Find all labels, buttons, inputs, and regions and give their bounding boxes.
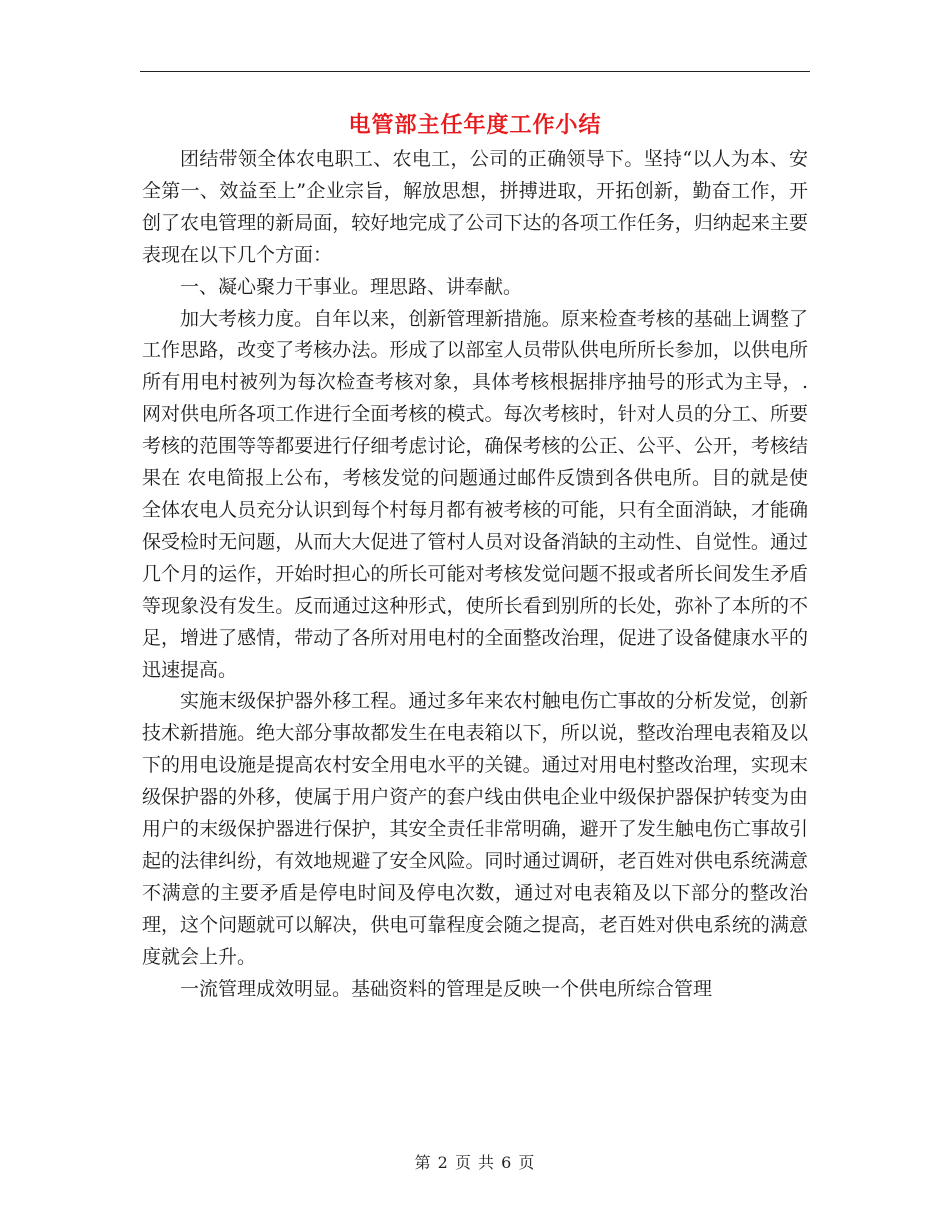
paragraph-section-heading: 一、凝心聚力干事业。理思路、讲奉献。	[180, 275, 523, 298]
header-rule	[140, 71, 810, 72]
document-title: 电管部主任年度工作小结	[348, 113, 602, 138]
paragraph-assessment: 加大考核力度。自年以来，创新管理新措施。原来检查考核的基础上调整了工作思路，改变了考核办法。形成了以部室人员带队供电所所长参加，以供电所所有用电村被列为每次检查考核对象，具体考核根据排序抽号的形式为主导，.网对供电所各项工作进行全面考核的模式。每次考核时，针对人员的分工、所要考核的范围等等都要进行仔细考虑讨论，确保考核的公正、公平、公开，考核结果在 农电简报上公布，考核发觉的问题通过邮件反馈到各供电所。目的就是使全体农电人员充分认识到每个村每月都有被考核的可能，只有全面消缺，才能确保受检时无问题，从而大大促进了管村人员对设备消缺的主动性、自觉性。通过几个月的运作，开始时担心的所长可能对考核发觉问题不报或者所长间发生矛盾等现象没有发生。反而通过这种形式，使所长看到别所的长处，弥补了本所的不足，增进了感情，带动了各所对用电村的全面整改治理，促进了设备健康水平的迅速提高。	[142, 307, 808, 681]
page-footer: 第 2 页 共 6 页	[414, 1153, 536, 1172]
paragraph-intro: 团结带领全体农电职工、农电工，公司的正确领导下。坚持“以人为本、安全第一、效益至上”企业宗旨，解放思想，拼搏进取，开拓创新，勤奋工作，开创了农电管理的新局面，较好地完成了公司下达的各项工作任务，归纳起来主要表现在以下几个方面：	[142, 148, 808, 266]
paragraph-protector: 实施末级保护器外移工程。通过多年来农村触电伤亡事故的分析发觉，创新技术新措施。绝大部分事故都发生在电表箱以下，所以说，整改治理电表箱及以下的用电设施是提高农村安全用电水平的关键。通过对用电村整改治理，实现末级保护器的外移，使属于用户资产的套户线由供电企业中级保护器保护转变为由用户的末级保护器进行保护，其安全责任非常明确，避开了发生触电伤亡事故引起的法律纠纷，有效地规避了安全风险。同时通过调研，老百姓对供电系统满意不满意的主要矛盾是停电时间及停电次数，通过对电表箱及以下部分的整改治理，这个问题就可以解决，供电可靠程度会随之提高，老百姓对供电系统的满意度就会上升。	[142, 690, 808, 968]
paragraph-management: 一流管理成效明显。基础资料的管理是反映一个供电所综合管理	[180, 977, 713, 1000]
document-body	[142, 144, 808, 1005]
